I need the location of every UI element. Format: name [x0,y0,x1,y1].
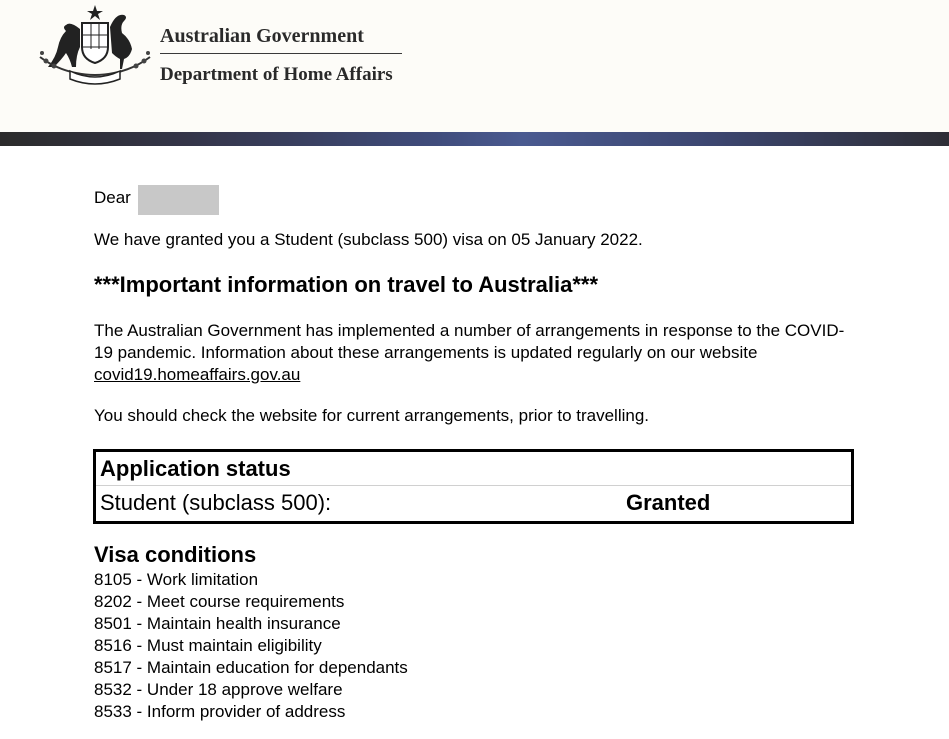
header-accent-bar [0,132,949,146]
page-header [0,0,949,132]
application-status-heading: Application status [100,456,291,481]
status-badge: Granted [626,490,711,515]
list-item: 8105 - Work limitation [94,570,259,589]
grant-statement: We have granted you a Student (subclass 500) visa on 05 January 2022. [94,230,643,249]
visa-subclass-label: Student (subclass 500): [100,490,332,515]
government-title: Australian Government [160,25,364,47]
list-item: 8532 - Under 18 approve welfare [94,680,343,699]
important-heading: ***Important information on travel to Australia*** [94,272,599,297]
list-item: 8517 - Maintain education for dependants [94,658,408,677]
salutation [94,188,131,208]
salutation-text: Dear [94,188,131,207]
visa-conditions-list [94,569,408,723]
title-divider [160,53,402,54]
list-item: 8533 - Inform provider of address [94,702,346,721]
check-website-note: You should check the website for current arrangements, prior to travelling. [94,406,649,425]
application-status-table [93,449,854,524]
list-item: 8501 - Maintain health insurance [94,614,341,633]
covid-website-link[interactable]: covid19.homeaffairs.gov.au [94,365,301,384]
list-item: 8516 - Must maintain eligibility [94,636,322,655]
department-title: Department of Home Affairs [160,64,393,85]
covid-paragraph-text: The Australian Government has implemented a number of arrangements in response to the COVID-19 pandemic. Information about these arrangements is updated regularly on our website [94,321,845,362]
redacted-name [138,185,219,215]
list-item: 8202 - Meet course requirements [94,592,345,611]
status-row-divider [96,485,851,486]
australian-coat-of-arms-icon [36,3,154,85]
visa-conditions-heading: Visa conditions [94,542,257,567]
covid-paragraph [94,320,854,386]
